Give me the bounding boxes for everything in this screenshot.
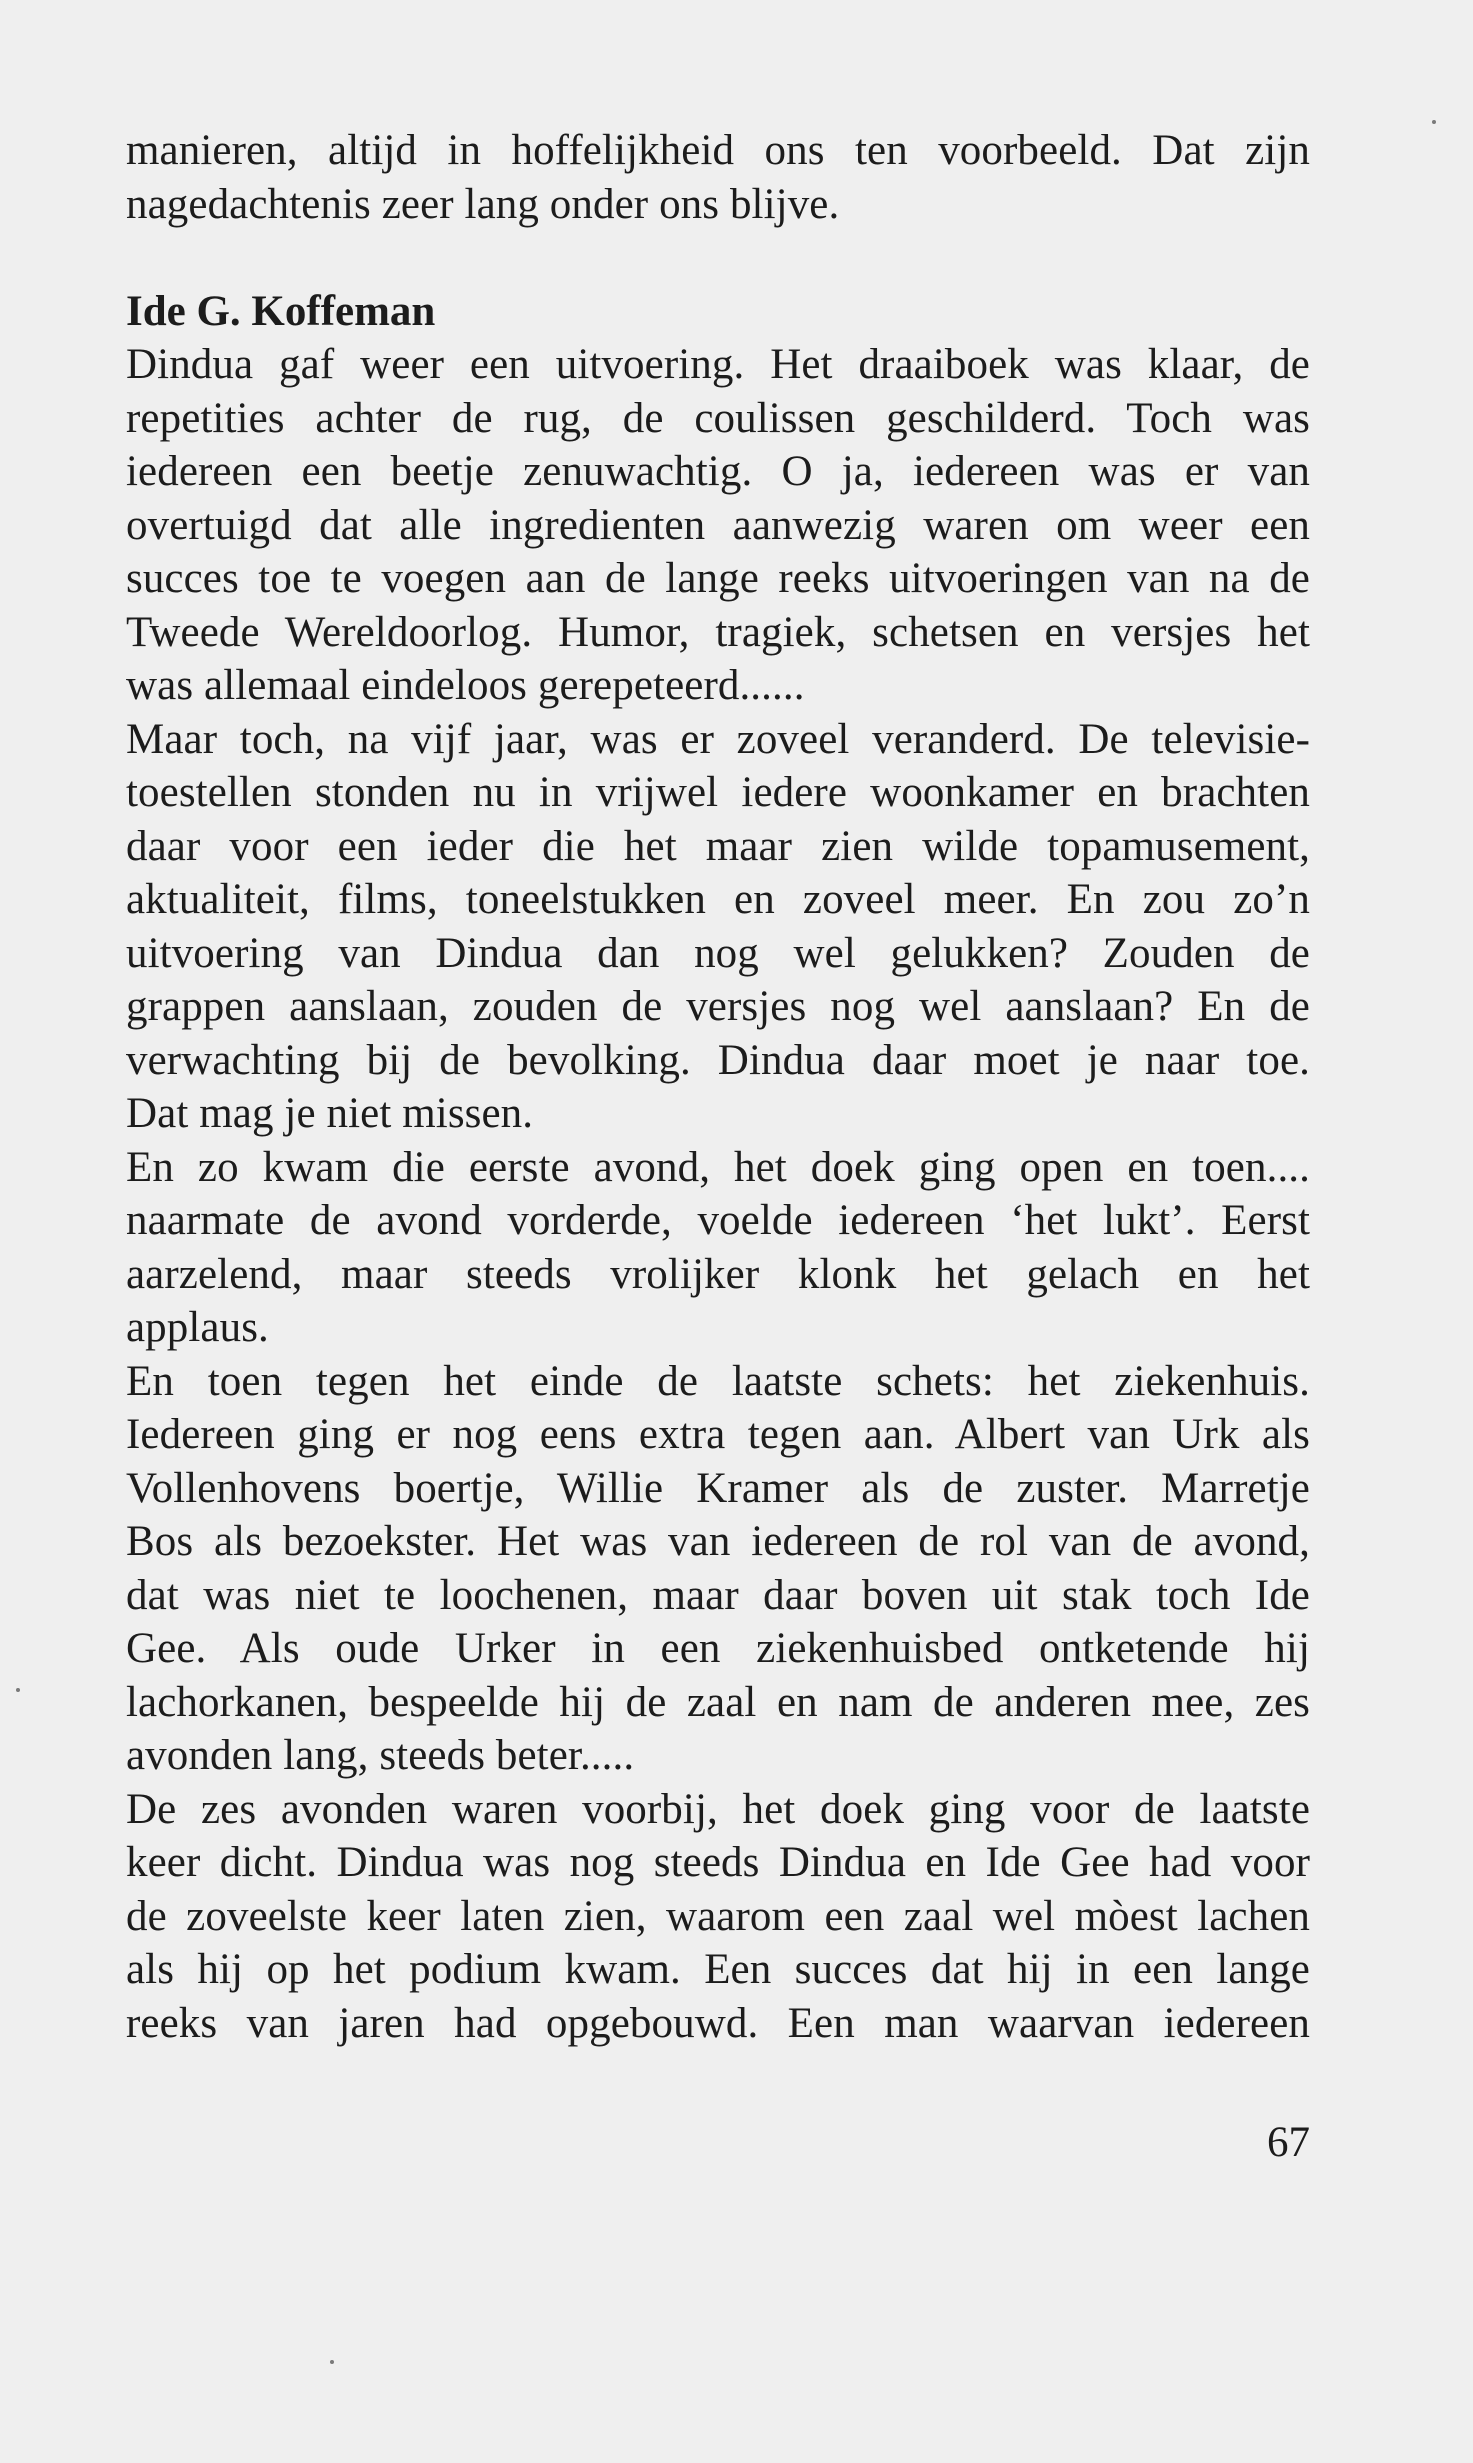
text-line: reeks van jaren had opgebouwd. Een man waarvan iedereen xyxy=(126,1999,1310,2047)
text-line: Dindua gaf weer een uitvoering. Het draaiboek was klaar, de xyxy=(126,341,1310,388)
paper-speck xyxy=(16,1688,20,1692)
section-heading: Ide G. Koffeman xyxy=(126,287,436,335)
text-line: manieren, altijd in hoffelijkheid ons ten voorbeeld. Dat zijn xyxy=(126,127,1310,174)
text-line: Maar toch, na vijf jaar, was er zoveel veranderd. De televisie- xyxy=(126,715,1310,763)
text-line: als hij op het podium kwam. Een succes dat hij in een lange xyxy=(126,1946,1310,1993)
text-line: applaus. xyxy=(126,1304,269,1351)
text-line: daar voor een ieder die het maar zien wilde topamusement, xyxy=(126,822,1310,870)
text-line: de zoveelste keer laten zien, waarom een zaal wel mòest lachen xyxy=(126,1892,1310,1940)
text-line: En zo kwam die eerste avond, het doek ging open en toen.... xyxy=(126,1143,1310,1191)
text-line: succes toe te voegen aan de lange reeks uitvoeringen van na de xyxy=(126,555,1310,602)
paper-speck xyxy=(1432,120,1436,124)
text-line: keer dicht. Dindua was nog steeds Dindua en Ide Gee had voor xyxy=(126,1839,1310,1886)
text-line: nagedachtenis zeer lang onder ons blijve. xyxy=(126,180,840,228)
text-line: naarmate de avond vorderde, voelde iedereen ‘het lukt’. Eerst xyxy=(126,1197,1310,1244)
text-line: uitvoering van Dindua dan nog wel gelukken? Zouden de xyxy=(126,929,1310,977)
text-line: Iedereen ging er nog eens extra tegen aan. Albert van Urk als xyxy=(126,1411,1310,1458)
text-line: lachorkanen, bespeelde hij de zaal en nam de anderen mee, zes xyxy=(126,1678,1310,1726)
text-line: repetities achter de rug, de coulissen geschilderd. Toch was xyxy=(126,394,1310,442)
page-text xyxy=(126,124,1310,2050)
paragraph-gap xyxy=(126,231,1310,285)
text-line: overtuigd dat alle ingredienten aanwezig waren om weer een xyxy=(126,501,1310,549)
text-line: grappen aanslaan, zouden de versjes nog wel aanslaan? En de xyxy=(126,983,1310,1030)
text-line: was allemaal eindeloos gerepeteerd...... xyxy=(126,662,805,709)
text-line: Vollenhovens boertje, Willie Kramer als de zuster. Marretje xyxy=(126,1464,1310,1512)
text-line: Dat mag je niet missen. xyxy=(126,1090,534,1137)
text-line: toestellen stonden nu in vrijwel iedere woonkamer en brachten xyxy=(126,769,1310,816)
text-line: De zes avonden waren voorbij, het doek ging voor de laatste xyxy=(126,1785,1310,1833)
text-line: iedereen een beetje zenuwachtig. O ja, iedereen was er van xyxy=(126,448,1310,495)
text-line: Gee. Als oude Urker in een ziekenhuisbed ontketende hij xyxy=(126,1625,1310,1672)
text-line: avonden lang, steeds beter..... xyxy=(126,1732,635,1779)
page-number: 67 xyxy=(1267,2119,1310,2166)
text-line: Tweede Wereldoorlog. Humor, tragiek, schetsen en versjes het xyxy=(126,608,1310,656)
text-line: En toen tegen het einde de laatste schets: het ziekenhuis. xyxy=(126,1357,1310,1405)
text-line: verwachting bij de bevolking. Dindua daar moet je naar toe. xyxy=(126,1036,1310,1084)
text-line: dat was niet te loochenen, maar daar boven uit stak toch Ide xyxy=(126,1571,1310,1619)
paper-speck xyxy=(330,2360,334,2364)
text-line: aktualiteit, films, toneelstukken en zoveel meer. En zou zo’n xyxy=(126,876,1310,923)
text-line: aarzelend, maar steeds vrolijker klonk het gelach en het xyxy=(126,1250,1310,1298)
text-line: Bos als bezoekster. Het was van iedereen de rol van de avond, xyxy=(126,1518,1310,1565)
